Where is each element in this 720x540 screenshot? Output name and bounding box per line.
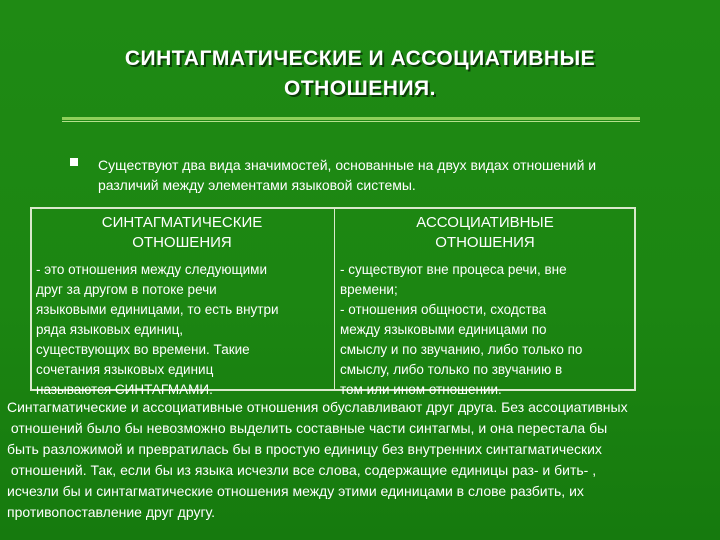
definition-line: сочетания языковых единиц [36, 362, 214, 377]
definition-line: том или ином отношении. [340, 382, 502, 397]
slide-title-line-2: ОТНОШЕНИЯ. [284, 77, 436, 100]
column-header-line: СИНТАГМАТИЧЕСКИЕ [101, 214, 263, 231]
definition-line: между языковыми единицами по [340, 322, 547, 337]
definition-line: смыслу и по звучанию, либо только по [340, 342, 583, 357]
definition-line: существующих во времени. Такие [36, 342, 250, 357]
column-header-associative [334, 213, 636, 253]
slide-title [40, 44, 680, 104]
definition-line: смыслу, либо только по звучанию в [340, 362, 563, 377]
definition-line: языковыми единицами, то есть внутри [36, 302, 279, 317]
square-bullet-icon [70, 158, 78, 166]
bullet-text [98, 155, 683, 195]
column-header-syntagmatic [30, 213, 334, 253]
summary-line: противопоставление друг другу. [7, 504, 216, 520]
syntagmatic-definition [36, 260, 332, 400]
associative-definition [340, 260, 632, 400]
column-header-line: ОТНОШЕНИЯ [435, 234, 535, 251]
title-underline [62, 117, 640, 120]
definition-line: друг за другом в потоке речи [36, 282, 217, 297]
summary-line: отношений. Так, если бы из языка исчезли все слова, содержащие единицы раз- и бить- , [7, 462, 597, 478]
summary-line: отношений было бы невозможно выделить составные части синтагмы, и она перестала бы [7, 420, 608, 436]
column-header-line: АССОЦИАТИВНЫЕ [416, 214, 554, 231]
definition-line: времени; [340, 282, 398, 297]
definition-line: ряда языковых единиц, [36, 322, 184, 337]
column-header-line: ОТНОШЕНИЯ [132, 234, 232, 251]
title-underline-thin [62, 121, 640, 122]
slide-title-line-1: СИНТАГМАТИЧЕСКИЕ И АССОЦИАТИВНЫЕ [124, 47, 596, 70]
definition-line: - существуют вне процеса речи, вне [340, 262, 567, 277]
definition-line: - это отношения между следующими [36, 262, 267, 277]
definition-line: - отношения общности, сходства [340, 302, 547, 317]
summary-line: быть разложимой и превратилась бы в простую единицу без внутренних синтагматических [7, 441, 602, 457]
bullet-text-line: Существуют два вида значимостей, основанные на двух видах отношений и [98, 157, 597, 173]
summary-line: Синтагматические и ассоциативные отношения обуславливают друг друга. Без ассоциативных [7, 399, 628, 415]
bullet-text-line: различий между элементами языковой системы. [98, 177, 416, 193]
summary-paragraph [7, 397, 719, 523]
summary-line: исчезли бы и синтагматические отношения между этими единицами в слове разбить, их [7, 483, 584, 499]
definition-line: называются СИНТАГМАМИ. [36, 382, 213, 397]
